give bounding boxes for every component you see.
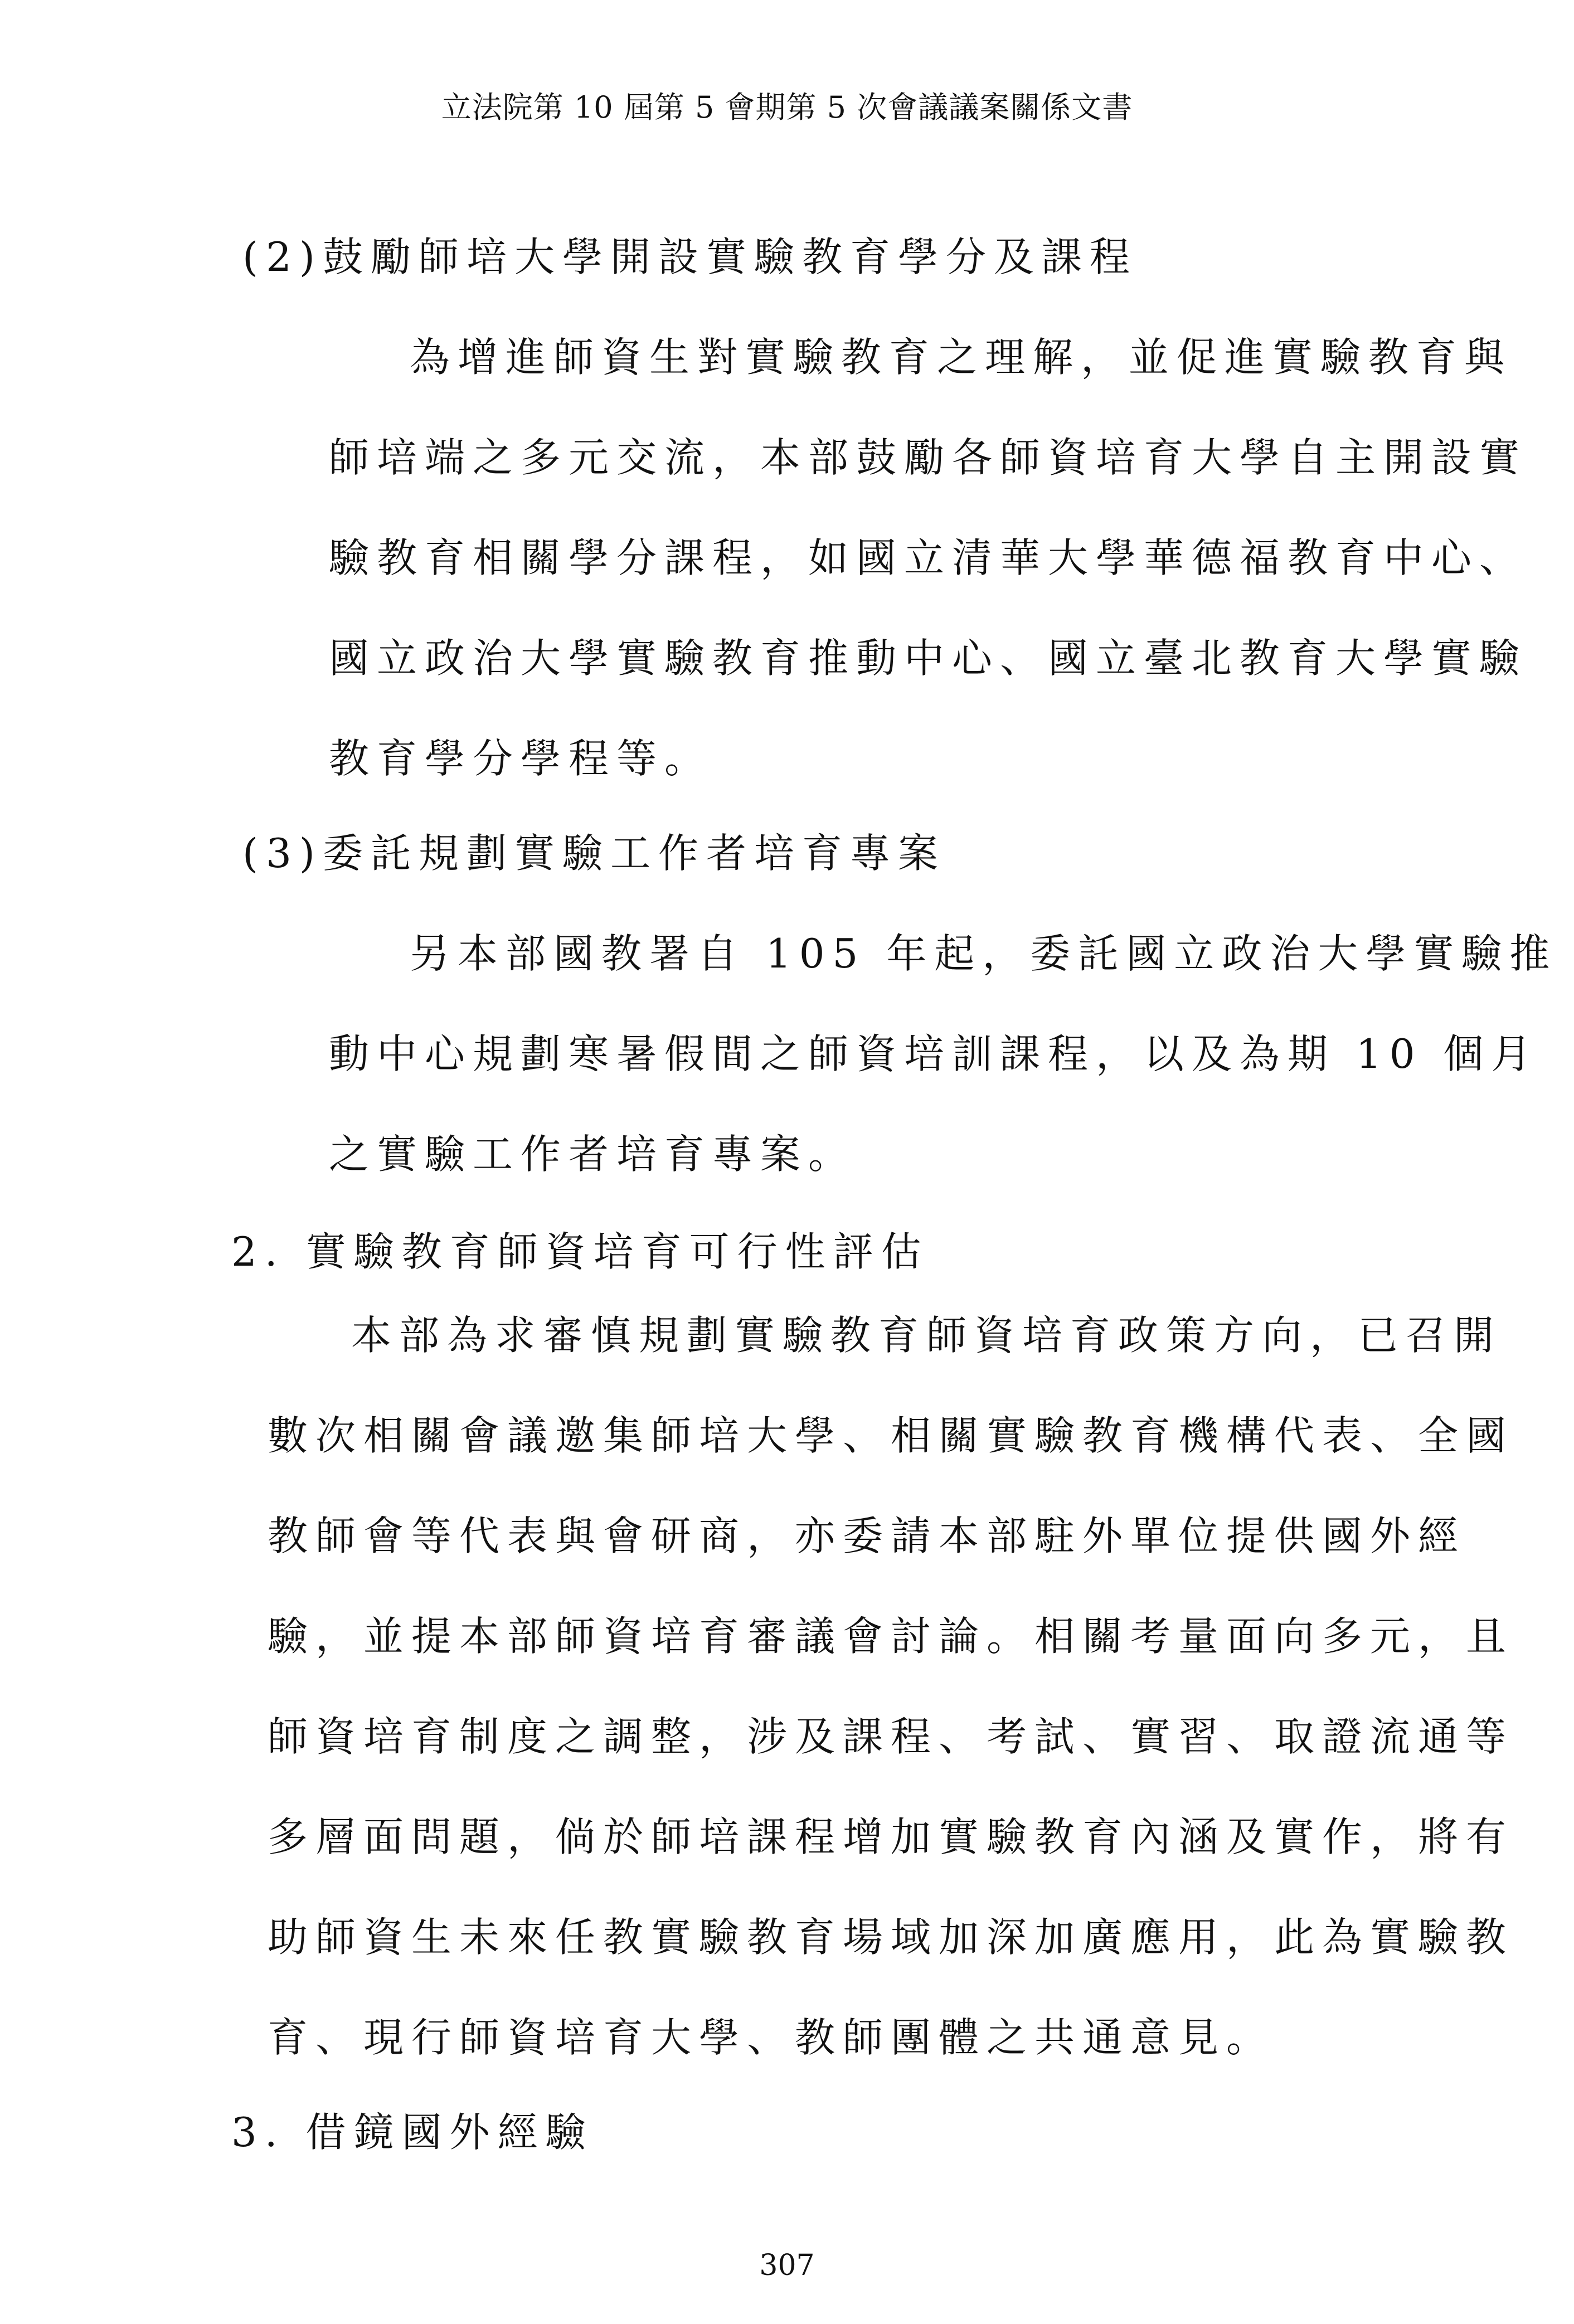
paragraph-line: 動中心規劃寒暑假間之師資培訓課程，以及為期 10 個月 (329, 1030, 1539, 1077)
paragraph-line: 另本部國教署自 105 年起，委託國立政治大學實驗推 (410, 930, 1558, 977)
paragraph-line: 國立政治大學實驗教育推動中心、國立臺北教育大學實驗 (329, 635, 1528, 682)
section-heading: 3. 借鏡國外經驗 (231, 2109, 594, 2156)
paragraph-line: 助師資生未來任教實驗教育場域加深加廣應用，此為實驗教 (268, 1914, 1514, 1961)
paragraph-line: 師資培育制度之調整，涉及課程、考試、實習、取證流通等 (268, 1713, 1514, 1760)
subsection-heading: (3)委託規劃實驗工作者培育專案 (242, 830, 946, 877)
paragraph-line: 數次相關會議邀集師培大學、相關實驗教育機構代表、全國 (268, 1412, 1514, 1459)
paragraph-line: 為增進師資生對實驗教育之理解，並促進實驗教育與 (410, 334, 1513, 381)
page-number: 307 (759, 2249, 815, 2282)
section-heading: 2. 實驗教育師資培育可行性評估 (231, 1228, 929, 1275)
paragraph-line: 教育學分學程等。 (329, 735, 713, 782)
paragraph-line: 驗，並提本部師資培育審議會討論。相關考量面向多元，且 (268, 1613, 1514, 1660)
paragraph-line: 多層面問題，倘於師培課程增加實驗教育內涵及實作，將有 (268, 1814, 1514, 1860)
paragraph-line: 本部為求審慎規劃實驗教育師資培育政策方向，已召開 (351, 1312, 1502, 1359)
paragraph-line: 驗教育相關學分課程，如國立清華大學華德福教育中心、 (329, 534, 1528, 581)
paragraph-line: 教師會等代表與會研商，亦委請本部駐外單位提供國外經 (268, 1513, 1466, 1559)
running-header: 立法院第 10 屆第 5 會期第 5 次會議議案關係文書 (441, 90, 1133, 125)
subsection-heading: (2)鼓勵師培大學開設實驗教育學分及課程 (242, 234, 1138, 280)
paragraph-line: 育、現行師資培育大學、教師團體之共通意見。 (268, 2014, 1275, 2061)
paragraph-line: 之實驗工作者培育專案。 (329, 1131, 857, 1178)
paragraph-line: 師培端之多元交流，本部鼓勵各師資培育大學自主開設實 (329, 434, 1528, 481)
